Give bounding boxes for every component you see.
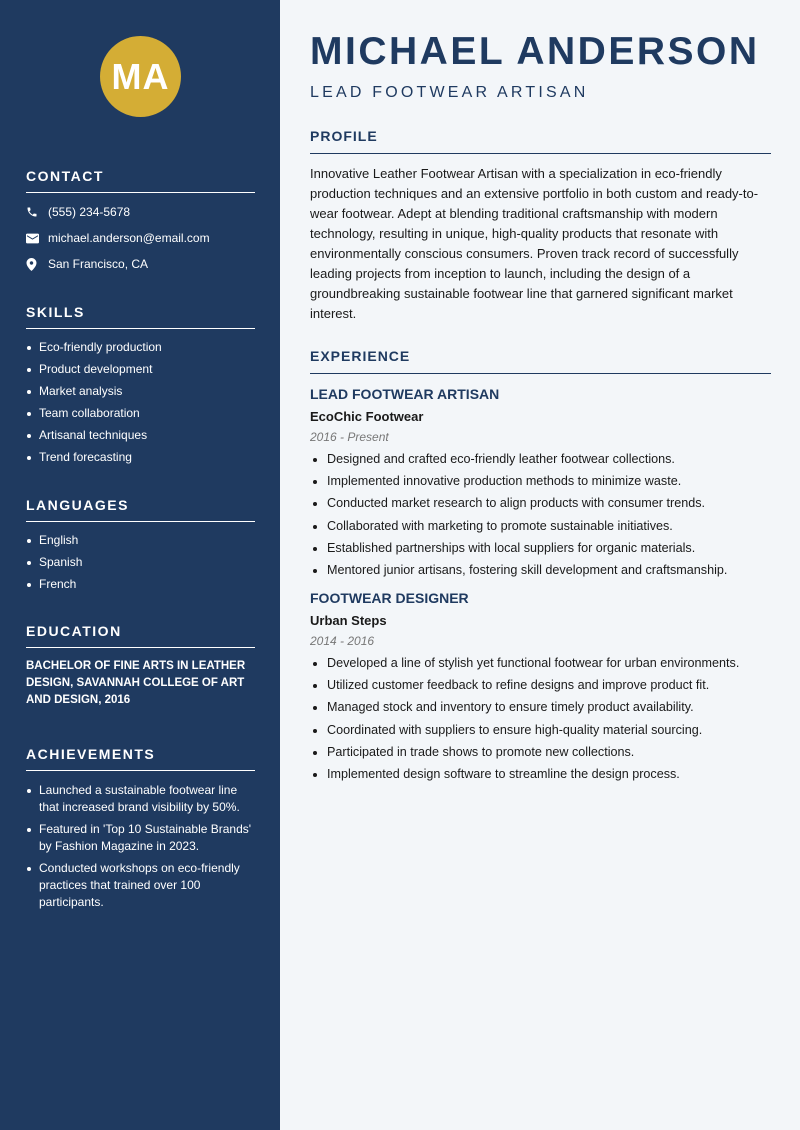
achievements-list bbox=[26, 782, 255, 911]
skill-item: Eco-friendly production bbox=[26, 340, 255, 355]
contact-location-text: San Francisco, CA bbox=[48, 257, 149, 271]
skill-item: Trend forecasting bbox=[26, 450, 255, 465]
education-section bbox=[26, 623, 255, 709]
skills-section bbox=[26, 304, 255, 472]
experience-section bbox=[310, 348, 771, 789]
job-title: LEAD FOOTWEAR ARTISAN bbox=[310, 386, 500, 402]
contact-location bbox=[26, 256, 255, 272]
achievements-heading: ACHIEVEMENTS bbox=[26, 746, 255, 771]
job-bullet: Coordinated with suppliers to ensure high-quality material sourcing. bbox=[310, 723, 771, 738]
skill-item: Artisanal techniques bbox=[26, 428, 255, 443]
skills-heading: SKILLS bbox=[26, 304, 255, 329]
candidate-role: LEAD FOOTWEAR ARTISAN bbox=[310, 84, 589, 101]
job-bullets bbox=[310, 452, 771, 578]
sidebar bbox=[0, 0, 280, 1130]
job-bullet: Managed stock and inventory to ensure timely product availability. bbox=[310, 700, 771, 715]
language-item: Spanish bbox=[26, 555, 255, 570]
location-pin-icon bbox=[26, 258, 48, 271]
job-bullet: Mentored junior artisans, fostering skill development and craftsmanship. bbox=[310, 563, 771, 578]
job-bullet: Established partnerships with local suppliers for organic materials. bbox=[310, 541, 771, 556]
profile-text: Innovative Leather Footwear Artisan with a specialization in eco-friendly production techniques and an extensive portfolio in both custom and ready-to-wear footwear. Adept at blending traditional craftsmanship with modern technology, resulting in unique, high-quality products that resonate with environmentally conscious consumers. Proven track record of successfully leading projects from inception to launch, including the design of a groundbreaking sustainable footwear line that garnered significant market interest. bbox=[310, 166, 759, 321]
skills-list bbox=[26, 340, 255, 465]
skill-item: Market analysis bbox=[26, 384, 255, 399]
contact-section bbox=[26, 168, 255, 272]
languages-list bbox=[26, 533, 255, 592]
profile-heading: PROFILE bbox=[310, 128, 771, 154]
contact-heading: CONTACT bbox=[26, 168, 255, 193]
job-bullet: Developed a line of stylish yet functional footwear for urban environments. bbox=[310, 656, 771, 671]
job-bullet: Utilized customer feedback to refine designs and improve product fit. bbox=[310, 678, 771, 693]
skill-item: Team collaboration bbox=[26, 406, 255, 421]
job-bullet: Designed and crafted eco-friendly leather footwear collections. bbox=[310, 452, 771, 467]
job-bullet: Collaborated with marketing to promote sustainable initiatives. bbox=[310, 519, 771, 534]
contact-email[interactable] bbox=[26, 230, 255, 246]
achievement-item: Launched a sustainable footwear line that increased brand visibility by 50%. bbox=[26, 782, 255, 816]
email-icon bbox=[26, 233, 48, 244]
languages-section bbox=[26, 497, 255, 599]
job-dates: 2016 - Present bbox=[310, 430, 389, 444]
job-dates: 2014 - 2016 bbox=[310, 633, 375, 648]
job-bullet: Implemented innovative production methods to minimize waste. bbox=[310, 474, 771, 489]
job-bullets bbox=[310, 656, 771, 782]
job-entry bbox=[310, 386, 771, 578]
language-item: French bbox=[26, 577, 255, 592]
job-bullet: Implemented design software to streamline the design process. bbox=[310, 767, 771, 782]
skill-item: Product development bbox=[26, 362, 255, 377]
candidate-name: MICHAEL ANDERSON bbox=[310, 30, 760, 73]
job-entry bbox=[310, 590, 771, 782]
contact-phone-text: (555) 234-5678 bbox=[48, 205, 131, 219]
job-title: FOOTWEAR DESIGNER bbox=[310, 589, 469, 606]
contact-phone[interactable] bbox=[26, 204, 255, 220]
education-heading: EDUCATION bbox=[26, 623, 255, 648]
company-name: Urban Steps bbox=[310, 612, 387, 628]
avatar: MA bbox=[100, 36, 181, 117]
job-bullet: Participated in trade shows to promote new collections. bbox=[310, 745, 771, 760]
achievement-item: Conducted workshops on eco-friendly practices that trained over 100 participants. bbox=[26, 860, 255, 911]
profile-section bbox=[310, 128, 771, 324]
achievements-section bbox=[26, 746, 255, 916]
phone-icon bbox=[26, 206, 48, 218]
language-item: English bbox=[26, 533, 255, 548]
company-name: EcoChic Footwear bbox=[310, 409, 424, 424]
achievement-item: Featured in 'Top 10 Sustainable Brands' by Fashion Magazine in 2023. bbox=[26, 821, 255, 855]
education-degree: BACHELOR OF FINE ARTS IN LEATHER DESIGN, SAVANNAH COLLEGE OF ART AND DESIGN, 2016 bbox=[26, 660, 246, 706]
experience-heading: EXPERIENCE bbox=[310, 348, 771, 374]
contact-email-text: michael.anderson@email.com bbox=[48, 231, 210, 245]
job-bullet: Conducted market research to align products with consumer trends. bbox=[310, 496, 771, 511]
languages-heading: LANGUAGES bbox=[26, 497, 255, 522]
